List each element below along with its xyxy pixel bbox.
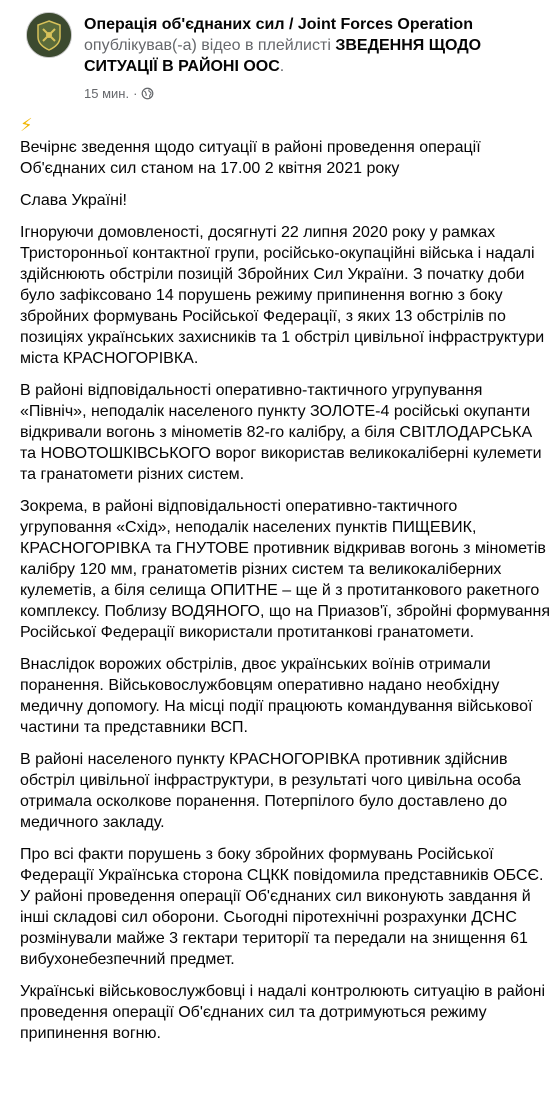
post-paragraph: Українські військовослужбовці і надалі контролюють ситуацію в районі проведення операції Об'єднаних сил та дотримуються режиму припинення вогню. bbox=[20, 983, 545, 1042]
page-name-link[interactable]: Операція об'єднаних сил / Joint Forces Operation bbox=[84, 16, 473, 33]
post-meta bbox=[84, 86, 154, 101]
post-header-text bbox=[84, 14, 554, 77]
post-paragraph: В районі населеного пункту КРАСНОГОРІВКА противник здійснив обстріл цивільної інфраструктури, в результаті чого цивільна особа отримала осколкове поранення. Потерпілого було доставлено до медичного закладу. bbox=[20, 751, 521, 831]
post-paragraph: Слава Україні! bbox=[20, 192, 127, 209]
post-paragraph: Ігноруючи домовленості, досягнуті 22 липня 2020 року у рамках Тристоронньої контактної групи, російсько-окупаційні війська і надалі здійснюють обстріли позицій Збройних Сил України. З початку доби було зафіксовано 14 порушень режиму припинення вогню з боку збройних формувань Російської Федерації, з яких 13 обстрілів по позиціях українських захисників та 1 обстріл цивільної інфраструктури міста КРАСНОГОРІВКА. bbox=[20, 224, 545, 367]
post-paragraph: У районі проведення операції Об'єднаних сил виконують завдання й інші складові сил оборони. Сьогодні піротехнічні розрахунки ДСНС розмінували майже 3 гектари території та передали на знищення 61 вибухонебезпечний предмет. bbox=[20, 888, 531, 968]
post-paragraph: В районі відповідальності оперативно-тактичного угрупування «Північ», неподалік населеного пункту ЗОЛОТЕ-4 російські окупанти відкривали вогонь з мінометів 82-го калібру, а біля СВІТЛОДАРСЬКА та НОВОТОШКІВСЬКОГО ворог використав великокаліберні кулемети та гранатомети різних систем. bbox=[20, 382, 542, 483]
post-body bbox=[20, 113, 550, 1055]
playlist-suffix: . bbox=[279, 58, 285, 75]
post-action-text: опублікував(-а) відео в плейлисті bbox=[84, 37, 331, 54]
post-timestamp[interactable]: 15 мин. bbox=[84, 86, 130, 101]
post-paragraph: Про всі факти порушень з боку збройних формувань Російської Федерації Українська сторона СЦКК повідомила представників ОБСЄ. bbox=[20, 846, 544, 884]
post-header bbox=[12, 0, 548, 108]
page-avatar[interactable] bbox=[26, 12, 72, 58]
lightning-emoji: ⚡ bbox=[20, 115, 33, 135]
joint-forces-emblem-icon bbox=[27, 13, 71, 57]
meta-separator: · bbox=[133, 86, 138, 101]
playlist-link[interactable]: ЗВЕДЕННЯ ЩОДО СИТУАЦІЇ В РАЙОНІ ООС bbox=[84, 37, 482, 75]
globe-icon[interactable] bbox=[141, 87, 154, 100]
post-paragraph: Вечірнє зведення щодо ситуації в районі проведення операції Об'єднаних сил станом на 17.00 2 квітня 2021 року bbox=[20, 139, 481, 177]
post-paragraph: Внаслідок ворожих обстрілів, двоє українських воїнів отримали поранення. Військовослужбовцям оперативно надано необхідну медичну допомогу. На місці події працюють командування військової частини та представники ВСП. bbox=[20, 656, 533, 736]
post-paragraph: Зокрема, в районі відповідальності оперативно-тактичного угруповання «Схід», неподалік населених пунктів ПИЩЕВИК, КРАСНОГОРІВКА та ГНУТОВЕ противник відкривав вогонь з мінометів калібру 120 мм, гранатометів різних систем та великокаліберних кулеметів, а біля селища ОПИТНЕ – ще й з протитанкового ракетного комплексу. Поблизу ВОДЯНОГО, що на Приазов'ї, збройні формування Російської Федерації використали протитанкові гранатомети. bbox=[20, 498, 550, 641]
